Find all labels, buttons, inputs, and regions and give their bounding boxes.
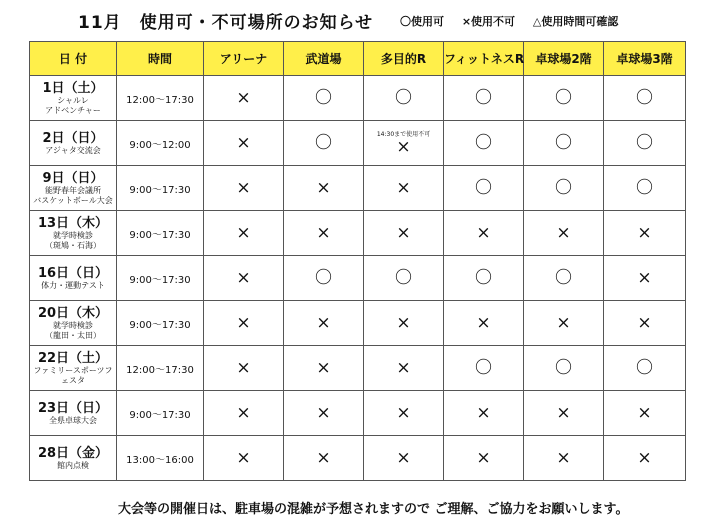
- date-cell: [30, 121, 117, 166]
- date-label: 23日（日）: [37, 400, 109, 416]
- date-cell: [30, 256, 117, 301]
- availability-cell: [204, 391, 284, 436]
- column-header: 時間: [117, 42, 204, 76]
- availability-cell: [284, 211, 364, 256]
- table-row: [30, 121, 686, 166]
- availability-cell: [204, 301, 284, 346]
- available-mark: 〇: [475, 88, 492, 108]
- date-label: 28日（金）: [37, 445, 109, 461]
- available-mark: 〇: [555, 268, 572, 288]
- availability-cell: [204, 256, 284, 301]
- column-header: 卓球場3階: [604, 42, 686, 76]
- unavailable-mark: ×: [236, 358, 251, 378]
- date-label: 9日（日）: [42, 170, 104, 186]
- available-mark: 〇: [555, 133, 572, 153]
- event-note: 館内点検: [57, 460, 89, 470]
- time-cell: 9:00～17:30: [117, 256, 204, 301]
- availability-cell: [364, 256, 444, 301]
- unavailable-mark: ×: [556, 223, 571, 243]
- available-mark: 〇: [315, 88, 332, 108]
- table-row: [30, 211, 686, 256]
- legend-unavailable: ×使用不可: [461, 15, 516, 28]
- event-note: アジャタ交流会: [45, 145, 101, 155]
- availability-cell: [364, 76, 444, 121]
- available-mark: 〇: [315, 268, 332, 288]
- availability-cell: [364, 121, 444, 166]
- availability-cell: [204, 121, 284, 166]
- table-row: [30, 391, 686, 436]
- schedule-table: [29, 41, 686, 481]
- availability-cell: [284, 166, 364, 211]
- date-label: 2日（日）: [42, 130, 104, 146]
- available-mark: 〇: [395, 88, 412, 108]
- availability-cell: [444, 121, 524, 166]
- availability-note: 14:30まで使用不可: [376, 130, 431, 138]
- unavailable-mark: ×: [396, 403, 411, 423]
- time-cell: 13:00～16:00: [117, 436, 204, 481]
- unavailable-mark: ×: [556, 448, 571, 468]
- event-note: バスケットボール大会: [33, 195, 113, 205]
- availability-cell: [604, 391, 686, 436]
- availability-cell: [364, 211, 444, 256]
- date-cell: [30, 436, 117, 481]
- event-note: 体力・運動テスト: [41, 280, 105, 290]
- time-cell: 9:00～17:30: [117, 166, 204, 211]
- availability-cell: [604, 121, 686, 166]
- available-mark: 〇: [636, 88, 653, 108]
- date-label: 13日（木）: [37, 215, 109, 231]
- footer-notice: 大会等の開催日は、駐車場の混雑が予想されますので ご理解、ご協力をお願いします。: [118, 502, 629, 517]
- date-cell: [30, 301, 117, 346]
- available-mark: 〇: [555, 178, 572, 198]
- unavailable-mark: ×: [236, 313, 251, 333]
- availability-cell: [284, 121, 364, 166]
- date-cell: [30, 211, 117, 256]
- availability-cell: [444, 436, 524, 481]
- unavailable-mark: ×: [236, 403, 251, 423]
- column-header: 卓球場2階: [524, 42, 604, 76]
- event-note: アドベンチャー: [45, 105, 101, 115]
- unavailable-mark: ×: [476, 448, 491, 468]
- legend-available: 〇使用可: [400, 15, 444, 28]
- availability-cell: [284, 346, 364, 391]
- event-note: シャルレ: [57, 95, 89, 105]
- availability-cell: [284, 436, 364, 481]
- unavailable-mark: ×: [396, 136, 411, 157]
- unavailable-mark: ×: [236, 133, 251, 153]
- date-cell: [30, 346, 117, 391]
- available-mark: 〇: [315, 133, 332, 153]
- availability-cell: [604, 436, 686, 481]
- availability-cell: [444, 76, 524, 121]
- legend: [400, 13, 632, 29]
- unavailable-mark: ×: [637, 403, 652, 423]
- available-mark: 〇: [555, 358, 572, 378]
- unavailable-mark: ×: [396, 448, 411, 468]
- availability-cell: [524, 121, 604, 166]
- time-cell: 9:00～17:30: [117, 301, 204, 346]
- available-mark: 〇: [395, 268, 412, 288]
- unavailable-mark: ×: [637, 223, 652, 243]
- unavailable-mark: ×: [316, 178, 331, 198]
- unavailable-mark: ×: [556, 403, 571, 423]
- unavailable-mark: ×: [396, 313, 411, 333]
- available-mark: 〇: [636, 358, 653, 378]
- available-mark: 〇: [475, 133, 492, 153]
- available-mark: 〇: [636, 133, 653, 153]
- table-row: [30, 166, 686, 211]
- availability-cell: [604, 256, 686, 301]
- event-note: （斑鳩・石海）: [45, 240, 101, 250]
- unavailable-mark: ×: [236, 448, 251, 468]
- availability-cell: [364, 301, 444, 346]
- available-mark: 〇: [475, 358, 492, 378]
- date-label: 16日（日）: [37, 265, 109, 281]
- date-cell: [30, 76, 117, 121]
- table-row: [30, 256, 686, 301]
- table-row: [30, 301, 686, 346]
- availability-cell: [524, 436, 604, 481]
- availability-cell: [524, 301, 604, 346]
- availability-cell: [444, 166, 524, 211]
- unavailable-mark: ×: [316, 403, 331, 423]
- availability-cell: [364, 346, 444, 391]
- availability-cell: [524, 211, 604, 256]
- available-mark: 〇: [475, 178, 492, 198]
- availability-cell: [524, 391, 604, 436]
- date-label: 1日（土）: [42, 80, 104, 96]
- event-note: ファミリースポーツフェスタ: [33, 365, 113, 385]
- time-cell: 9:00～12:00: [117, 121, 204, 166]
- availability-cell: [604, 166, 686, 211]
- availability-cell: [524, 166, 604, 211]
- event-note: 能野春年会議所: [45, 185, 101, 195]
- unavailable-mark: ×: [396, 178, 411, 198]
- availability-cell: [364, 436, 444, 481]
- time-cell: 12:00～17:30: [117, 346, 204, 391]
- table-row: [30, 346, 686, 391]
- time-cell: 9:00～17:30: [117, 211, 204, 256]
- availability-cell: [524, 256, 604, 301]
- unavailable-mark: ×: [316, 358, 331, 378]
- available-mark: 〇: [475, 268, 492, 288]
- availability-cell: [524, 346, 604, 391]
- availability-cell: [284, 76, 364, 121]
- table-row: [30, 436, 686, 481]
- availability-cell: [444, 346, 524, 391]
- availability-cell: [284, 256, 364, 301]
- unavailable-mark: ×: [396, 223, 411, 243]
- date-label: 22日（土）: [37, 350, 109, 366]
- date-cell: [30, 166, 117, 211]
- availability-cell: [364, 166, 444, 211]
- event-note: 全県卓球大会: [49, 415, 97, 425]
- availability-cell: [204, 436, 284, 481]
- availability-cell: [204, 166, 284, 211]
- availability-cell: [284, 391, 364, 436]
- unavailable-mark: ×: [476, 313, 491, 333]
- date-cell: [30, 391, 117, 436]
- time-cell: 12:00～17:30: [117, 76, 204, 121]
- unavailable-mark: ×: [556, 313, 571, 333]
- column-header: 日 付: [30, 42, 117, 76]
- unavailable-mark: ×: [236, 223, 251, 243]
- table-header-row: [30, 42, 686, 76]
- column-header: アリーナ: [204, 42, 284, 76]
- availability-cell: [444, 211, 524, 256]
- availability-cell: [204, 76, 284, 121]
- unavailable-mark: ×: [316, 313, 331, 333]
- column-header: 多目的R: [364, 42, 444, 76]
- page-header: [0, 0, 722, 40]
- unavailable-mark: ×: [637, 268, 652, 288]
- event-note: 就学時検診: [53, 230, 93, 240]
- availability-cell: [524, 76, 604, 121]
- availability-cell: [444, 301, 524, 346]
- event-note: 就学時検診: [53, 320, 93, 330]
- unavailable-mark: ×: [476, 403, 491, 423]
- unavailable-mark: ×: [637, 313, 652, 333]
- availability-cell: [604, 211, 686, 256]
- availability-cell: [364, 391, 444, 436]
- table-row: [30, 76, 686, 121]
- legend-check-time: △使用時間可確認: [532, 15, 619, 28]
- available-mark: 〇: [555, 88, 572, 108]
- unavailable-mark: ×: [316, 448, 331, 468]
- unavailable-mark: ×: [637, 448, 652, 468]
- unavailable-mark: ×: [236, 268, 251, 288]
- page-title: 11月 使用可・不可場所のお知らせ: [78, 13, 374, 33]
- column-header: フィットネスR: [444, 42, 524, 76]
- availability-cell: [204, 211, 284, 256]
- availability-cell: [284, 301, 364, 346]
- date-label: 20日（木）: [37, 305, 109, 321]
- unavailable-mark: ×: [476, 223, 491, 243]
- unavailable-mark: ×: [236, 178, 251, 198]
- unavailable-mark: ×: [316, 223, 331, 243]
- availability-cell: [444, 256, 524, 301]
- available-mark: 〇: [636, 178, 653, 198]
- event-note: （龍田・太田）: [45, 330, 101, 340]
- availability-cell: [204, 346, 284, 391]
- time-cell: 9:00～17:30: [117, 391, 204, 436]
- column-header: 武道場: [284, 42, 364, 76]
- unavailable-mark: ×: [236, 88, 251, 108]
- unavailable-mark: ×: [396, 358, 411, 378]
- availability-cell: [604, 76, 686, 121]
- availability-cell: [444, 391, 524, 436]
- availability-cell: [604, 301, 686, 346]
- availability-cell: [604, 346, 686, 391]
